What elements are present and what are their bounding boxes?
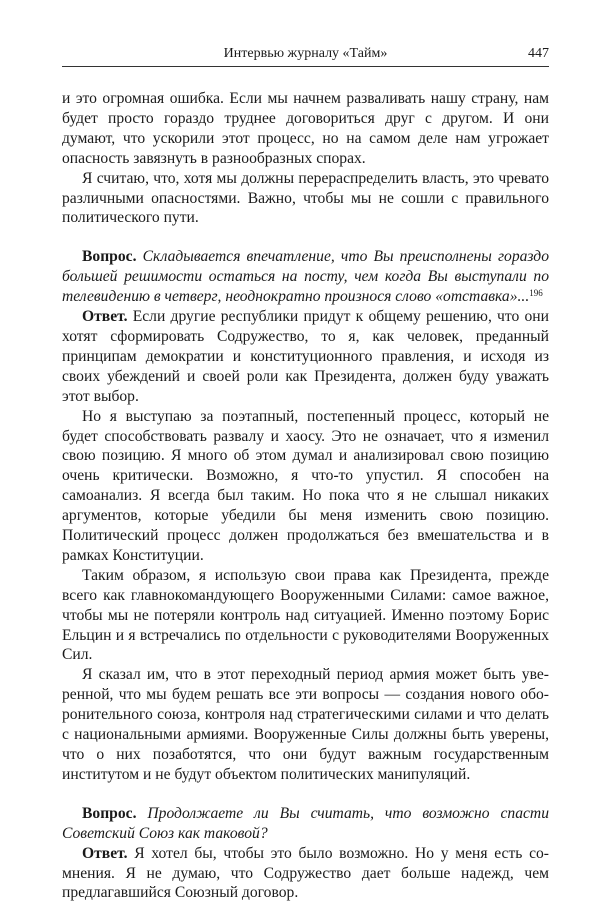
paragraph: Я считаю, что, хотя мы должны перераспределить власть, это чревато различными опасностями. Важно, чтобы мы не сошли с правильного политического пути. (62, 169, 549, 227)
answer-text: Я хотел бы, чтобы это было возможно. Но у меня есть сомнения. Я не думаю, что Содружество дает больше надежд, чем предлагавшийся Союзный договор. (62, 844, 549, 902)
answer-text: Если другие республики придут к общему решению, что они хотят сформировать Содружество, то я, как человек, преданный принципам демократии и конституционного правления, и исходя из своих убеждений и своей роли как Президента, должен буду уважать этот выбор. (62, 308, 549, 405)
question-label: Вопрос. (82, 248, 137, 266)
section-gap (62, 228, 549, 247)
running-header (62, 44, 549, 67)
question-text: Складывается впечатление, что Вы преисполнены гораздо большей решимости остаться на посту, чем когда Вы выступали по телевидению в четверг, неоднократно произнося слово «отставка»... (62, 248, 549, 306)
answer-label: Ответ. (82, 308, 128, 326)
page-number: 447 (528, 46, 549, 61)
section-gap (62, 785, 549, 804)
answer-1 (62, 307, 549, 407)
paragraph: Но я выступаю за поэтапный, постепенный процесс, который не будет способствовать развалу и хаосу. Это не означает, что я изменил свою позицию. Я много об этом думал и анализировал свою позицию очень критически. Возможно, я что-то упустил. Я способен на самоанализ. Я всегда был таким. Но пока что я не слышал никаких аргументов, которые убедили бы меня изменить свою позицию. Политический процесс должен продолжаться без вмешательства и в рамках Конституции. (62, 407, 549, 564)
book-page (62, 44, 549, 903)
question-2 (62, 804, 549, 844)
question-1 (62, 247, 549, 307)
question-text: Продолжаете ли Вы считать, что возможно спасти Советский Союз как таковой? (62, 804, 549, 842)
answer-2 (62, 844, 549, 903)
page-body (62, 89, 549, 903)
footnote-ref: 196 (529, 288, 543, 299)
question-label: Вопрос. (82, 804, 137, 822)
answer-label: Ответ. (82, 844, 128, 862)
running-title: Интервью журналу «Тайм» (223, 46, 388, 61)
paragraph: Я сказал им, что в этот переходный период армия может быть уверенной, что мы будем решать все эти вопросы — создания нового оборонительного союза, контроля над стратегическими силами и что делать с национальными армиями. Вооруженные Силы должны быть уверены, что о них позаботятся, что они будут важным государственным институтом и не будут объектом политических манипуляций. (62, 666, 549, 783)
paragraph: Таким образом, я использую свои права как Президента, прежде всего как главнокомандующего Вооруженными Силами: самое важное, чтобы мы не потеряли контроль над ситуацией. Именно поэтому Борис Ельцин и я встречались по отдельности с руководителями Вооруженных Сил. (62, 566, 549, 664)
paragraph-continuation: и это огромная ошибка. Если мы начнем разваливать нашу страну, нам будет просто гораздо труднее договориться друг с другом. И они думают, что ускорили этот процесс, но на самом деле нам угрожает опасность завязнуть в разнообразных спорах. (62, 90, 549, 167)
